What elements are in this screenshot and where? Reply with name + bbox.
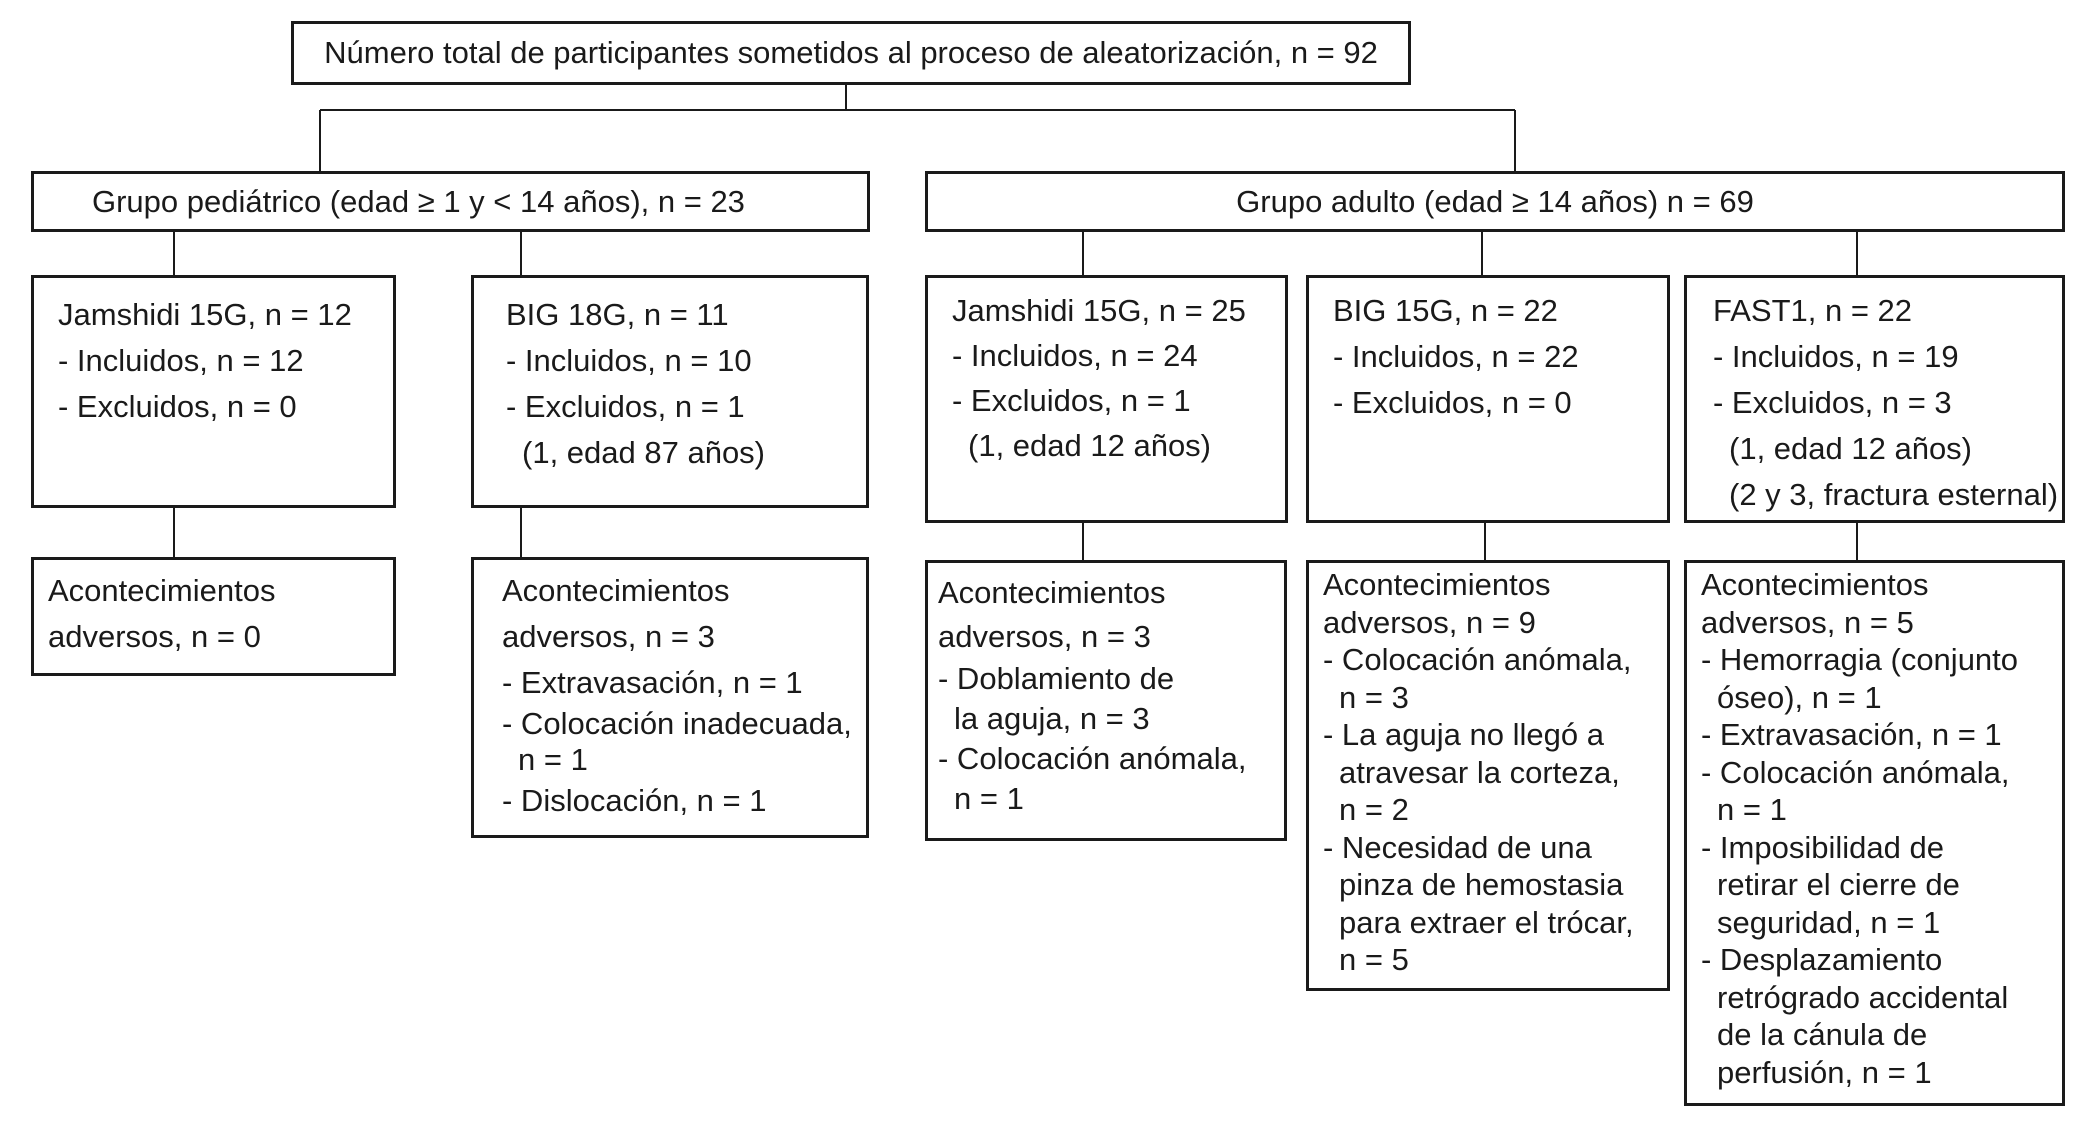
events-line: retirar el cierre de xyxy=(1717,867,1960,902)
events-box-fast1 xyxy=(1684,560,2065,1106)
events-line: - Colocación anómala, xyxy=(938,741,1247,776)
events-line: Acontecimientos xyxy=(502,573,730,608)
arm-line: - Incluidos, n = 24 xyxy=(952,338,1198,373)
arm-line: - Incluidos, n = 12 xyxy=(58,343,304,378)
events-line: seguridad, n = 1 xyxy=(1717,904,1941,940)
events-line: adversos, n = 5 xyxy=(1701,604,1914,640)
arm-line: - Incluidos, n = 19 xyxy=(1713,339,1959,374)
events-line: n = 1 xyxy=(518,742,588,777)
events-line: la aguja, n = 3 xyxy=(954,701,1150,736)
arm-box-big15g xyxy=(1306,275,1670,523)
events-line: retrógrado accidental xyxy=(1717,979,2009,1015)
events-line: - Desplazamiento xyxy=(1701,942,1943,977)
events-line: Acontecimientos xyxy=(938,575,1166,610)
arm-title: Jamshidi 15G, n = 12 xyxy=(58,297,352,332)
events-line: - La aguja no llegó a xyxy=(1323,717,1604,752)
events-line: - Dislocación, n = 1 xyxy=(502,783,767,818)
events-line: adversos, n = 3 xyxy=(938,619,1151,654)
adult-group-label: Grupo adulto (edad ≥ 14 años) n = 69 xyxy=(1236,183,1754,219)
arm-title: FAST1, n = 22 xyxy=(1713,293,1913,328)
events-box-jamshidi-adult xyxy=(925,560,1287,841)
arm-line: (1, edad 12 años) xyxy=(1729,431,1973,466)
arm-line: - Incluidos, n = 10 xyxy=(506,343,752,378)
arm-line: - Excluidos, n = 0 xyxy=(1333,385,1572,420)
events-line: n = 1 xyxy=(954,781,1024,816)
events-line: - Extravasación, n = 1 xyxy=(502,665,803,700)
events-line: para extraer el trócar, xyxy=(1339,904,1634,940)
events-line: Acontecimientos xyxy=(1323,567,1551,602)
events-line: Acontecimientos xyxy=(1701,567,1929,602)
events-line: adversos, n = 3 xyxy=(502,619,715,654)
events-line: de la cánula de xyxy=(1717,1017,1928,1052)
arm-line: - Incluidos, n = 22 xyxy=(1333,339,1579,374)
events-line: Acontecimientos xyxy=(48,573,276,608)
events-line: - Imposibilidad de xyxy=(1701,829,1944,865)
events-box-jamshidi-ped xyxy=(31,557,396,676)
events-line: - Colocación anómala, xyxy=(1701,754,2010,790)
arm-box-big18g xyxy=(471,275,869,508)
events-line: - Doblamiento de xyxy=(938,661,1175,696)
arm-box-jamshidi-ped xyxy=(31,275,396,508)
arm-line: (1, edad 87 años) xyxy=(522,435,766,470)
arm-line: - Excluidos, n = 1 xyxy=(952,383,1191,418)
arm-title: Jamshidi 15G, n = 25 xyxy=(952,293,1246,328)
events-line: adversos, n = 0 xyxy=(48,619,261,654)
events-line: adversos, n = 9 xyxy=(1323,604,1536,640)
events-line: n = 1 xyxy=(1717,792,1787,827)
events-line: pinza de hemostasia xyxy=(1339,867,1624,902)
arm-box-jamshidi-adult xyxy=(925,275,1288,523)
events-line: - Hemorragia (conjunto xyxy=(1701,642,2019,677)
events-line: n = 3 xyxy=(1339,679,1409,715)
events-line: atravesar la corteza, xyxy=(1339,754,1620,790)
arm-line: - Excluidos, n = 3 xyxy=(1713,385,1952,420)
events-line: óseo), n = 1 xyxy=(1717,679,1882,715)
arm-title: BIG 15G, n = 22 xyxy=(1333,293,1558,328)
pediatric-group-box xyxy=(31,171,870,232)
events-line: n = 2 xyxy=(1339,792,1409,827)
events-box-big15g xyxy=(1306,560,1670,991)
arm-box-fast1 xyxy=(1684,275,2065,523)
events-line: - Colocación inadecuada, xyxy=(502,706,852,741)
arm-title: BIG 18G, n = 11 xyxy=(506,297,729,332)
events-line: - Colocación anómala, xyxy=(1323,642,1632,677)
adult-group-box xyxy=(925,171,2065,232)
arm-line: (1, edad 12 años) xyxy=(968,428,1212,463)
arm-line: (2 y 3, fractura esternal) xyxy=(1729,477,2059,512)
root-box xyxy=(291,21,1411,85)
arm-line: - Excluidos, n = 0 xyxy=(58,389,297,424)
root-label: Número total de participantes sometidos al proceso de aleatorización, n = 92 xyxy=(324,35,1378,70)
pediatric-group-label: Grupo pediátrico (edad ≥ 1 y < 14 años), n = 23 xyxy=(92,183,745,219)
events-line: perfusión, n = 1 xyxy=(1717,1054,1932,1090)
events-box-big18g xyxy=(471,557,869,838)
events-line: - Extravasación, n = 1 xyxy=(1701,717,2002,752)
arm-line: - Excluidos, n = 1 xyxy=(506,389,745,424)
events-line: - Necesidad de una xyxy=(1323,829,1592,865)
events-line: n = 5 xyxy=(1339,942,1409,977)
